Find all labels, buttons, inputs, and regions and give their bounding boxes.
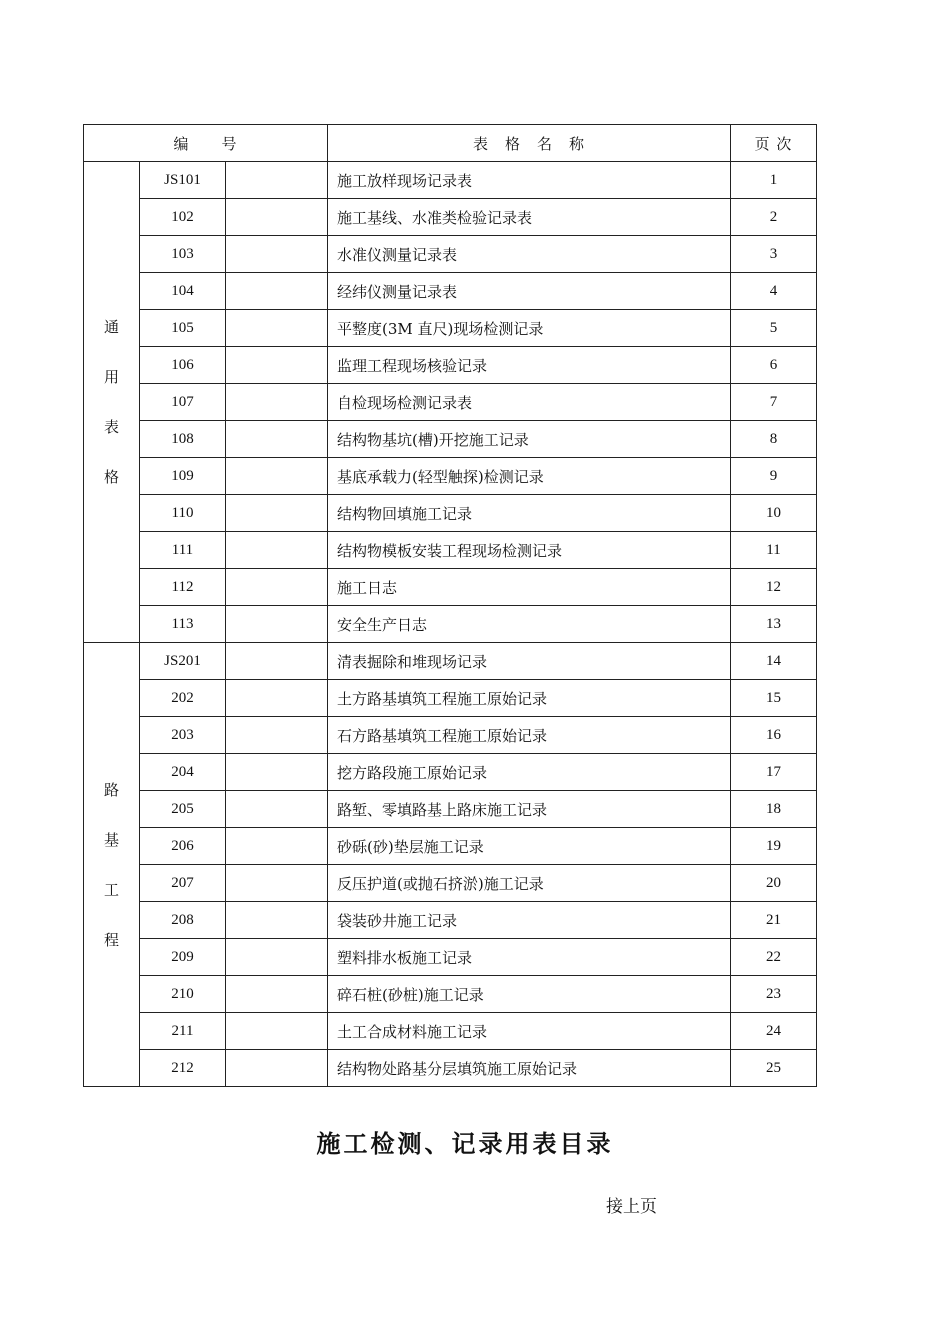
- blank-cell: [226, 569, 328, 606]
- page-number: 20: [731, 865, 817, 902]
- page-number: 15: [731, 680, 817, 717]
- blank-cell: [226, 421, 328, 458]
- page-number: 18: [731, 791, 817, 828]
- form-name: 施工日志: [328, 569, 731, 606]
- category-cell: [84, 162, 140, 643]
- form-code: 210: [140, 976, 226, 1013]
- form-code: 102: [140, 199, 226, 236]
- blank-cell: [226, 162, 328, 199]
- form-name: 水准仪测量记录表: [328, 236, 731, 273]
- blank-cell: [226, 902, 328, 939]
- form-code: 109: [140, 458, 226, 495]
- blank-cell: [226, 1013, 328, 1050]
- table-row: [84, 532, 817, 569]
- form-name: 自检现场检测记录表: [328, 384, 731, 421]
- table-row: [84, 384, 817, 421]
- page-number: 17: [731, 754, 817, 791]
- blank-cell: [226, 532, 328, 569]
- blank-cell: [226, 680, 328, 717]
- form-code: 202: [140, 680, 226, 717]
- table-row: [84, 680, 817, 717]
- blank-cell: [226, 347, 328, 384]
- form-code: 208: [140, 902, 226, 939]
- form-code: 104: [140, 273, 226, 310]
- form-name: 基底承载力(轻型触探)检测记录: [328, 458, 731, 495]
- form-name: 石方路基填筑工程施工原始记录: [328, 717, 731, 754]
- form-name: 结构物处路基分层填筑施工原始记录: [328, 1050, 731, 1087]
- form-code: 108: [140, 421, 226, 458]
- table-row: [84, 199, 817, 236]
- page-number: 23: [731, 976, 817, 1013]
- form-name: 土工合成材料施工记录: [328, 1013, 731, 1050]
- form-code: 203: [140, 717, 226, 754]
- blank-cell: [226, 939, 328, 976]
- table-row: [84, 162, 817, 199]
- form-code: 103: [140, 236, 226, 273]
- table-row: [84, 791, 817, 828]
- category-char: 路: [103, 780, 119, 799]
- blank-cell: [226, 828, 328, 865]
- table-row: [84, 717, 817, 754]
- table-row: [84, 1013, 817, 1050]
- form-name: 施工基线、水准类检验记录表: [328, 199, 731, 236]
- blank-cell: [226, 199, 328, 236]
- page-number: 5: [731, 310, 817, 347]
- form-code: 205: [140, 791, 226, 828]
- form-name: 土方路基填筑工程施工原始记录: [328, 680, 731, 717]
- blank-cell: [226, 236, 328, 273]
- continued-label: 接上页: [606, 1197, 657, 1217]
- table-row: [84, 976, 817, 1013]
- table-row: [84, 421, 817, 458]
- blank-cell: [226, 310, 328, 347]
- page-number: 12: [731, 569, 817, 606]
- form-name: 挖方路段施工原始记录: [328, 754, 731, 791]
- form-code: 107: [140, 384, 226, 421]
- form-code: 111: [140, 532, 226, 569]
- page-number: 7: [731, 384, 817, 421]
- page-number: 24: [731, 1013, 817, 1050]
- form-name: 结构物回填施工记录: [328, 495, 731, 532]
- form-name: 袋装砂井施工记录: [328, 902, 731, 939]
- form-name: 施工放样现场记录表: [328, 162, 731, 199]
- form-name: 平整度(3M 直尺)现场检测记录: [328, 310, 731, 347]
- form-name: 监理工程现场核验记录: [328, 347, 731, 384]
- page-number: 25: [731, 1050, 817, 1087]
- form-name: 塑料排水板施工记录: [328, 939, 731, 976]
- blank-cell: [226, 791, 328, 828]
- form-name: 碎石桩(砂桩)施工记录: [328, 976, 731, 1013]
- blank-cell: [226, 606, 328, 643]
- name-header: 表 格 名 称: [328, 125, 731, 162]
- page-number: 10: [731, 495, 817, 532]
- index-body: [84, 162, 817, 1087]
- index-table: [83, 124, 817, 1087]
- table-row: [84, 902, 817, 939]
- page-number: 19: [731, 828, 817, 865]
- form-code: 212: [140, 1050, 226, 1087]
- category-char: 格: [103, 468, 119, 486]
- form-code: 113: [140, 606, 226, 643]
- table-row: [84, 643, 817, 680]
- header-row: [84, 125, 817, 162]
- page-number: 13: [731, 606, 817, 643]
- form-name: 清表掘除和堆现场记录: [328, 643, 731, 680]
- page-number: 2: [731, 199, 817, 236]
- page-number: 4: [731, 273, 817, 310]
- category-char: 用: [103, 368, 119, 386]
- table-row: [84, 606, 817, 643]
- form-name: 砂砾(砂)垫层施工记录: [328, 828, 731, 865]
- blank-cell: [226, 754, 328, 791]
- blank-cell: [226, 976, 328, 1013]
- table-row: [84, 939, 817, 976]
- table-row: [84, 569, 817, 606]
- form-name: 反压护道(或抛石挤淤)施工记录: [328, 865, 731, 902]
- blank-cell: [226, 495, 328, 532]
- page-header: 页 次: [731, 125, 817, 162]
- form-code: 204: [140, 754, 226, 791]
- table-row: [84, 310, 817, 347]
- form-name: 结构物基坑(槽)开挖施工记录: [328, 421, 731, 458]
- category-cell: [84, 643, 140, 1087]
- category-char: 程: [103, 930, 119, 949]
- table-row: [84, 273, 817, 310]
- page-number: 9: [731, 458, 817, 495]
- category-char: 表: [103, 418, 119, 436]
- category-char: 基: [103, 830, 119, 849]
- table-row: [84, 754, 817, 791]
- table-row: [84, 828, 817, 865]
- page-number: 8: [731, 421, 817, 458]
- form-code: 209: [140, 939, 226, 976]
- form-code: JS201: [140, 643, 226, 680]
- form-code: 211: [140, 1013, 226, 1050]
- table-row: [84, 347, 817, 384]
- form-code: 105: [140, 310, 226, 347]
- blank-cell: [226, 1050, 328, 1087]
- form-code: 106: [140, 347, 226, 384]
- page-number: 1: [731, 162, 817, 199]
- page-number: 21: [731, 902, 817, 939]
- table-row: [84, 1050, 817, 1087]
- form-code: 207: [140, 865, 226, 902]
- table-row: [84, 865, 817, 902]
- page-number: 11: [731, 532, 817, 569]
- blank-cell: [226, 717, 328, 754]
- code-header: 编 号: [84, 125, 328, 162]
- table-row: [84, 236, 817, 273]
- blank-cell: [226, 384, 328, 421]
- page-number: 6: [731, 347, 817, 384]
- blank-cell: [226, 273, 328, 310]
- blank-cell: [226, 458, 328, 495]
- category-char: 工: [103, 880, 119, 899]
- form-name: 路堑、零填路基上路床施工记录: [328, 791, 731, 828]
- page-number: 16: [731, 717, 817, 754]
- page-number: 3: [731, 236, 817, 273]
- document-title: 施工检测、记录用表目录: [316, 1129, 614, 1158]
- category-char: 通: [103, 318, 119, 336]
- table-row: [84, 495, 817, 532]
- form-code: 110: [140, 495, 226, 532]
- table-row: [84, 458, 817, 495]
- blank-cell: [226, 865, 328, 902]
- form-name: 结构物模板安装工程现场检测记录: [328, 532, 731, 569]
- page-number: 14: [731, 643, 817, 680]
- form-name: 经纬仪测量记录表: [328, 273, 731, 310]
- form-code: 112: [140, 569, 226, 606]
- page-number: 22: [731, 939, 817, 976]
- form-code: JS101: [140, 162, 226, 199]
- blank-cell: [226, 643, 328, 680]
- form-code: 206: [140, 828, 226, 865]
- form-name: 安全生产日志: [328, 606, 731, 643]
